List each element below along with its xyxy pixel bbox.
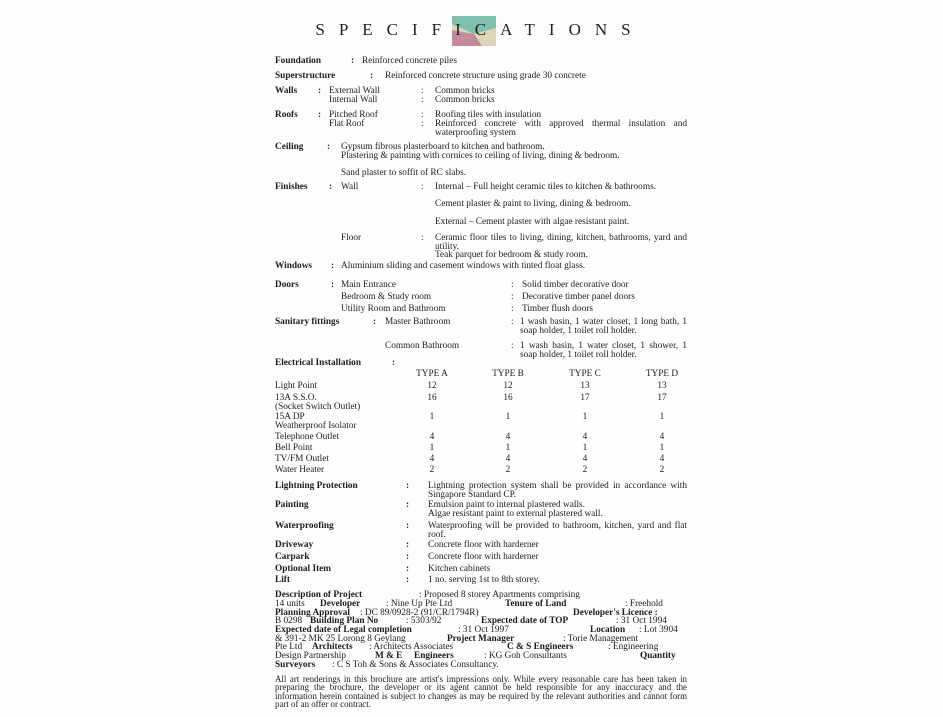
electrical-cell: 4: [505, 454, 511, 464]
superstructure-label: Superstructure: [275, 71, 336, 81]
electrical-row-item: Telephone Outlet: [275, 432, 340, 442]
project-field-label: Planning Approval: [275, 608, 351, 618]
ceiling-line: Sand plaster to soffit of RC slabs.: [341, 168, 467, 178]
electrical-cell: 1: [505, 443, 511, 453]
driveway-colon: :: [406, 540, 410, 550]
electrical-cell: 2: [582, 465, 588, 475]
roofs-item-value: Reinforced concrete with approved thermal insulation and waterproofing system: [435, 119, 687, 138]
painting-label: Painting: [275, 500, 309, 510]
walls-item-name: External Wall: [329, 86, 380, 96]
roofs-item-name: Flat Roof: [329, 119, 365, 129]
project-field-value: : 31 Oct 1994: [616, 616, 667, 626]
electrical-cell: 17: [657, 393, 667, 403]
project-field-value: : KG Goh Consultants: [484, 651, 567, 661]
page-title: SPECIFICATIONS: [315, 20, 645, 39]
finishes-label: Finishes: [275, 182, 308, 192]
finishes-wall-line: Cement plaster & paint to living, dining & bedroom.: [435, 199, 631, 209]
sanitary-item-colon: :: [511, 317, 514, 327]
walls-item-value: Common bricks: [435, 86, 495, 96]
finishes-floor-line: Ceramic floor tiles to living, dining, kitchen, bathrooms, yard and utility.: [435, 233, 687, 252]
project-field-value: : Proposed 8 storey Apartments comprising: [419, 590, 580, 600]
project-field-label: M & E: [375, 651, 403, 661]
electrical-column-header: TYPE A: [416, 369, 448, 379]
project-field-value: : Lot 3904: [639, 625, 678, 635]
electrical-row-item-sub: Weatherproof Isolator: [275, 421, 357, 431]
roofs-item-colon: :: [421, 119, 424, 129]
electrical-cell: 4: [582, 432, 588, 442]
project-field-value: : Nine Up Pte Ltd: [386, 599, 453, 609]
project-field-value: 14 units: [275, 599, 305, 609]
lift-label: Lift: [275, 575, 290, 585]
lift-colon: :: [406, 575, 410, 585]
electrical-row-item: TV/FM Outlet: [275, 454, 329, 464]
electrical-row-item: Light Point: [275, 381, 318, 391]
project-field-value: : Torie Management: [563, 634, 639, 644]
carpark-colon: :: [406, 552, 410, 562]
finishes-floor-line: Teak parquet for bedroom & study room.: [435, 250, 588, 260]
foundation-label: Foundation: [275, 56, 321, 66]
electrical-cell: 13: [580, 381, 590, 391]
electrical-row-item: Water Heater: [275, 465, 325, 475]
lightning-label: Lightning Protection: [275, 481, 358, 491]
project-field-label: Expected date of Legal completion: [275, 625, 412, 635]
foundation-colon: :: [351, 56, 355, 66]
electrical-cell: 16: [427, 393, 437, 403]
electrical-column-header: TYPE B: [492, 369, 524, 379]
driveway-value: Concrete floor with harderner: [428, 540, 539, 550]
project-field-value: Design Partnership: [275, 651, 347, 661]
roofs-item-value: Roofing tiles with insulation: [435, 110, 542, 120]
project-field-label: Location: [590, 625, 626, 635]
electrical-cell: 4: [429, 432, 435, 442]
finishes-colon: :: [329, 182, 333, 192]
project-field-value: : C S Toh & Sons & Associates Consultancy.: [332, 660, 499, 670]
sanitary-item-name: Common Bathroom: [385, 341, 460, 351]
doors-item-colon: :: [511, 292, 514, 302]
project-field-label: Engineers: [414, 651, 454, 661]
roofs-colon: :: [318, 110, 322, 120]
electrical-cell: 17: [580, 393, 590, 403]
sanitary-item-name: Master Bathroom: [385, 317, 451, 327]
project-field-label: C & S Engineers: [507, 642, 574, 652]
windows-colon: :: [331, 261, 335, 271]
windows-value: Aluminium sliding and casement windows with tinted float glass.: [341, 261, 586, 271]
electrical-cell: 4: [582, 454, 588, 464]
project-field-label: Tenure of Land: [505, 599, 567, 609]
project-field-label: Architects: [312, 642, 353, 652]
finishes-floor-colon: :: [421, 233, 424, 243]
project-field-value: : Architects Associates: [369, 642, 454, 652]
project-field-label: Surveyors: [275, 660, 316, 670]
electrical-column-header: TYPE D: [645, 369, 679, 379]
painting-colon: :: [406, 500, 410, 510]
project-field-value: : Engineering: [608, 642, 659, 652]
doors-item-name: Utility Room and Bathroom: [341, 304, 446, 314]
project-field-value: : Freehold: [625, 599, 663, 609]
walls-colon: :: [318, 86, 322, 96]
walls-item-value: Common bricks: [435, 95, 495, 105]
waterproofing-label: Waterproofing: [275, 521, 334, 531]
doors-item-name: Bedroom & Study room: [341, 292, 432, 302]
painting-line: Emulsion paint to internal plastered walls.: [428, 500, 585, 510]
sanitary-item-value: 1 wash basin, 1 water closet, 1 shower, 1 soap holder, 1 toilet roll holder.: [520, 341, 687, 360]
electrical-cell: 12: [427, 381, 437, 391]
painting-line: Algae resistant paint to external plastered wall.: [428, 509, 603, 519]
sanitary-item-colon: :: [511, 341, 514, 351]
project-field-label: Project Manager: [447, 634, 515, 644]
ceiling-colon: :: [327, 142, 331, 152]
ceiling-line: Gypsum fibrous plasterboard to kitchen and bathroom.: [341, 142, 545, 152]
sanitary-item-value: 1 wash basin, 1 water closet, 1 long bath, 1 soap holder, 1 toilet roll holder.: [520, 317, 687, 336]
electrical-row-item-sub: (Socket Switch Outlet): [275, 402, 361, 412]
project-field-value: B 0298: [275, 616, 303, 626]
ceiling-line: Plastering & painting with cornices to ceiling of living, dining & bedroom.: [341, 151, 620, 161]
electrical-row-item: 15A DP: [275, 412, 305, 422]
electrical-cell: 1: [429, 412, 435, 422]
optional-item-label: Optional Item: [275, 564, 332, 574]
walls-label: Walls: [275, 86, 298, 96]
optional-item-colon: :: [406, 564, 410, 574]
lift-value: 1 no. serving 1st to 8th storey.: [428, 575, 540, 585]
foundation-value: Reinforced concrete piles: [362, 56, 457, 66]
electrical-row-item: Bell Point: [275, 443, 313, 453]
waterproofing-value: Waterproofing will be provided to bathroom, kitchen, yard and flat roof.: [428, 521, 687, 540]
sanitary-label: Sanitary fittings: [275, 317, 340, 327]
project-field-value: : DC 89/0928-2 (91/CR/1794R): [360, 608, 479, 618]
superstructure-colon: :: [370, 71, 374, 81]
finishes-wall-label: Wall: [341, 182, 359, 192]
finishes-wall-line: Internal – Full height ceramic tiles to kitchen & bathrooms.: [435, 182, 657, 192]
electrical-cell: 1: [659, 443, 665, 453]
lightning-colon: :: [406, 481, 410, 491]
project-field-value: : 5303/92: [406, 616, 442, 626]
electrical-cell: 4: [659, 432, 665, 442]
project-field-label: Expected date of TOP: [481, 616, 569, 626]
electrical-cell: 1: [429, 443, 435, 453]
windows-label: Windows: [275, 261, 313, 271]
optional-item-value: Kitchen cabinets: [428, 564, 491, 574]
project-field-label: Developer's Licence :: [573, 608, 658, 618]
doors-item-value: Decorative timber panel doors: [522, 292, 635, 302]
waterproofing-colon: :: [406, 521, 410, 531]
roofs-item-colon: :: [421, 110, 424, 120]
electrical-column-header: TYPE C: [569, 369, 601, 379]
disclaimer: All art renderings in this brochure are artist's impressions only. While every reasonable care has been taken in preparing the brochure, the developer or its agent cannot be held responsible for any inaccuracy and the information herein contained is subject to changes as may be required by the relevant authorities and cannot form part of an offer or contract.: [275, 674, 687, 709]
roofs-label: Roofs: [275, 110, 298, 120]
sanitary-colon: :: [373, 317, 377, 327]
lightning-value: Lightning protection system shall be provided in accordance with Singapore Standard CP.: [428, 481, 687, 500]
electrical-cell: 1: [659, 412, 665, 422]
doors-item-colon: :: [511, 304, 514, 314]
electrical-cell: 2: [659, 465, 665, 475]
header: [300, 14, 660, 48]
doors-colon: :: [331, 280, 335, 290]
walls-item-colon: :: [421, 86, 424, 96]
walls-item-name: Internal Wall: [329, 95, 378, 105]
finishes-floor-label: Floor: [341, 233, 362, 243]
electrical-cell: 4: [505, 432, 511, 442]
doors-item-name: Main Entrance: [341, 280, 396, 290]
project-field-label: Quantity: [640, 651, 676, 661]
electrical-cell: 16: [503, 393, 513, 403]
finishes-wall-colon: :: [421, 182, 424, 192]
finishes-wall-line: External – Cement plaster with algae resistant paint.: [435, 217, 630, 227]
project-field-label: Building Plan No: [310, 616, 379, 626]
project-field-value: : 31 Oct 1997: [458, 625, 509, 635]
doors-item-value: Timber flush doors: [522, 304, 593, 314]
project-field-label: Developer: [320, 599, 361, 609]
electrical-cell: 4: [659, 454, 665, 464]
electrical-row-item: 13A S.S.O.: [275, 393, 317, 403]
roofs-item-name: Pitched Roof: [329, 110, 378, 120]
ceiling-label: Ceiling: [275, 142, 304, 152]
superstructure-value: Reinforced concrete structure using grade 30 concrete: [385, 71, 586, 81]
electrical-colon: :: [392, 358, 396, 368]
electrical-cell: 12: [503, 381, 513, 391]
project-field-value: & 391-2 MK 25 Lorong 8 Geylang: [275, 634, 406, 644]
doors-label: Doors: [275, 280, 299, 290]
walls-item-colon: :: [421, 95, 424, 105]
driveway-label: Driveway: [275, 540, 314, 550]
electrical-cell: 4: [429, 454, 435, 464]
electrical-cell: 1: [582, 412, 588, 422]
electrical-cell: 2: [505, 465, 511, 475]
carpark-label: Carpark: [275, 552, 310, 562]
electrical-label: Electrical Installation: [275, 358, 361, 368]
carpark-value: Concrete floor with harderner: [428, 552, 539, 562]
project-field-label: Description of Project: [275, 590, 363, 600]
doors-item-value: Solid timber decorative door: [522, 280, 629, 290]
electrical-cell: 13: [657, 381, 667, 391]
electrical-cell: 1: [582, 443, 588, 453]
electrical-cell: 1: [505, 412, 511, 422]
electrical-cell: 2: [429, 465, 435, 475]
doors-item-colon: :: [511, 280, 514, 290]
project-field-value: Pte Ltd: [275, 642, 303, 652]
